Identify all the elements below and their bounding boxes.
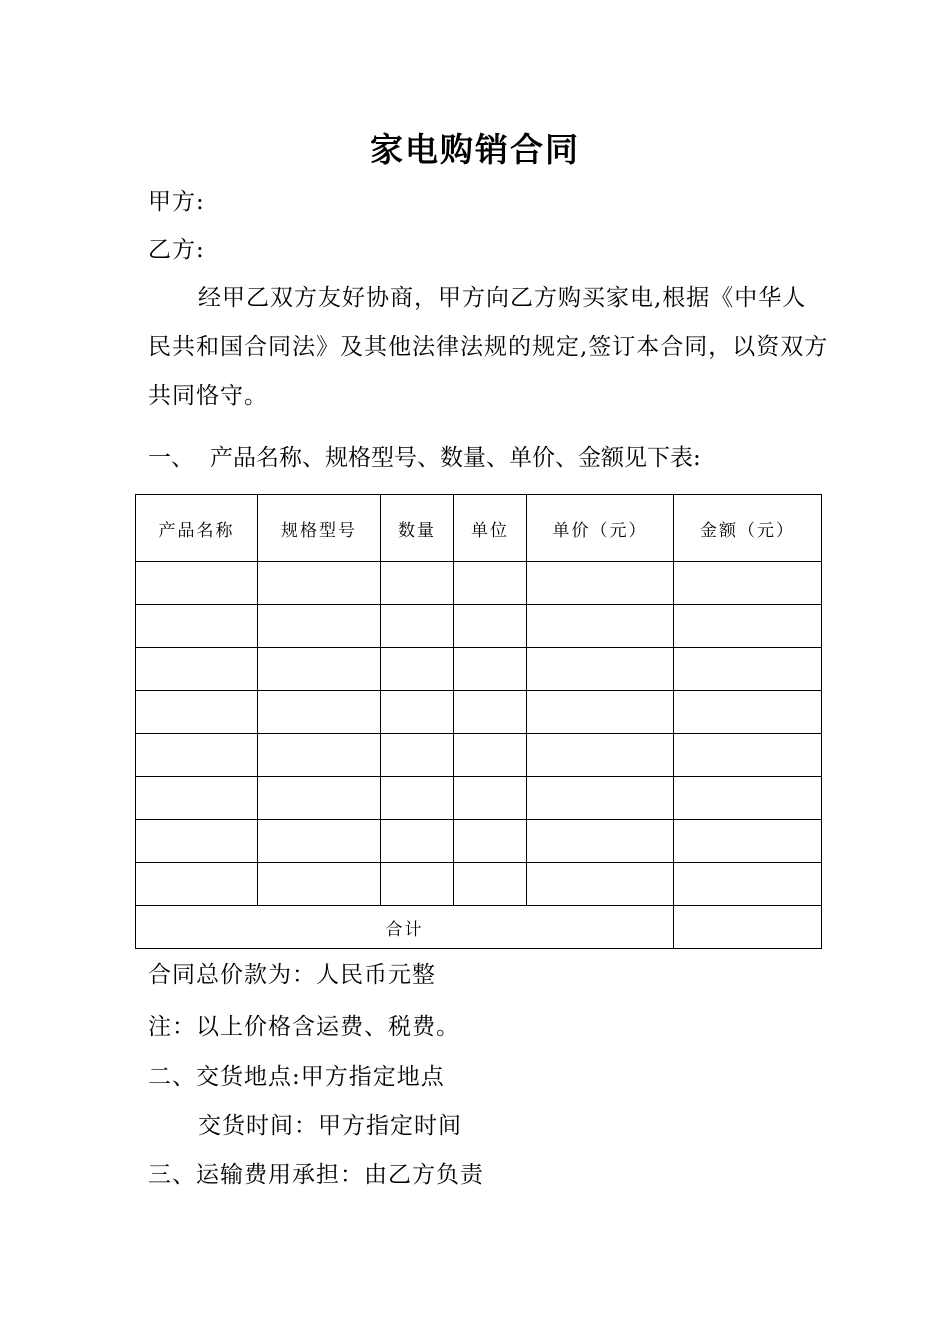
table-cell [674, 820, 822, 863]
intro-paragraph: 经甲乙双方友好协商，甲方向乙方购买家电,根据《中华人民共和国合同法》及其他法律法规的规定,签订本合同，以资双方共同恪守。 [148, 285, 829, 409]
table-cell [674, 605, 822, 648]
party-a-line: 甲方: [148, 189, 205, 215]
table-row [136, 777, 822, 820]
total-row [136, 906, 822, 949]
table-cell [674, 562, 822, 605]
table-cell [674, 863, 822, 906]
table-cell [454, 820, 527, 863]
table-cell [527, 605, 674, 648]
table-cell [136, 820, 258, 863]
table-cell [381, 648, 454, 691]
party-b-line: 乙方: [148, 237, 205, 263]
table-body [136, 562, 822, 906]
header-unit-price: 单价（元） [527, 495, 674, 562]
table-cell [258, 691, 381, 734]
document-title: 家电购销合同 [370, 130, 580, 169]
header-quantity: 数量 [381, 495, 454, 562]
table-cell [381, 562, 454, 605]
table-cell [454, 777, 527, 820]
table-cell [136, 605, 258, 648]
table-cell [454, 648, 527, 691]
table-cell [258, 648, 381, 691]
table-cell [381, 691, 454, 734]
table-header-row [136, 495, 822, 562]
table-cell [381, 820, 454, 863]
table-row [136, 863, 822, 906]
table-row [136, 605, 822, 648]
section-1-number: 一、 [148, 445, 194, 471]
table-cell [258, 863, 381, 906]
total-amount-cell [674, 906, 822, 949]
table-cell [674, 734, 822, 777]
table-cell [527, 863, 674, 906]
table-cell [381, 734, 454, 777]
header-product-name: 产品名称 [136, 495, 258, 562]
table-row [136, 648, 822, 691]
header-spec-model: 规格型号 [258, 495, 381, 562]
table-row [136, 691, 822, 734]
table-cell [527, 777, 674, 820]
delivery-time-line: 交货时间：甲方指定时间 [198, 1113, 462, 1139]
table-row [136, 820, 822, 863]
table-cell [527, 562, 674, 605]
table-cell [258, 820, 381, 863]
table-cell [136, 777, 258, 820]
table-cell [381, 605, 454, 648]
table-cell [454, 863, 527, 906]
table-cell [258, 605, 381, 648]
note-line: 注：以上价格含运费、税费。 [148, 1014, 460, 1040]
table-cell [258, 734, 381, 777]
table-cell [454, 691, 527, 734]
table-cell [527, 820, 674, 863]
table-row [136, 562, 822, 605]
table-row [136, 734, 822, 777]
table-cell [674, 691, 822, 734]
product-table [135, 494, 822, 949]
table-cell [136, 734, 258, 777]
table-cell [136, 648, 258, 691]
total-price-line: 合同总价款为：人民币元整 [148, 962, 436, 988]
table-cell [454, 734, 527, 777]
section-3-line: 三、运输费用承担：由乙方负责 [148, 1162, 484, 1188]
total-label: 合计 [136, 906, 674, 949]
table-cell [136, 863, 258, 906]
table-cell [674, 648, 822, 691]
table-cell [381, 863, 454, 906]
table-cell [454, 605, 527, 648]
table-cell [381, 777, 454, 820]
section-2-line: 二、交货地点:甲方指定地点 [148, 1064, 445, 1090]
table-cell [527, 648, 674, 691]
table-cell [527, 734, 674, 777]
section-1-text: 产品名称、规格型号、数量、单价、金额见下表: [210, 445, 701, 471]
table-cell [454, 562, 527, 605]
header-unit: 单位 [454, 495, 527, 562]
table-cell [136, 562, 258, 605]
table-cell [258, 777, 381, 820]
table-cell [136, 691, 258, 734]
table-cell [527, 691, 674, 734]
table-cell [674, 777, 822, 820]
header-amount: 金额（元） [674, 495, 822, 562]
table-cell [258, 562, 381, 605]
section-1-heading [148, 443, 701, 473]
